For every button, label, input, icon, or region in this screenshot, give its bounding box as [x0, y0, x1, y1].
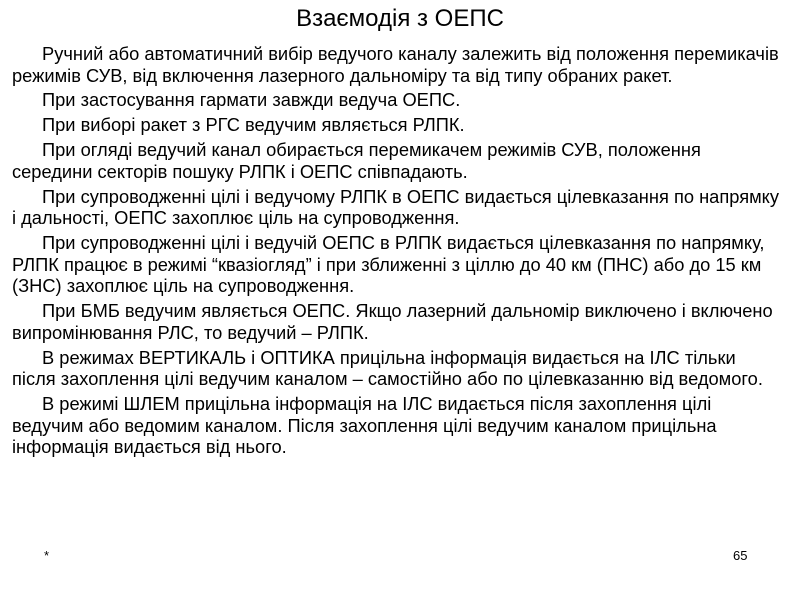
body-paragraph: При застосування гармати завжди ведуча ОЕПС.: [42, 89, 461, 111]
footer-marker: *: [44, 548, 50, 563]
body-paragraph: При виборі ракет з РГС ведучим являється РЛПК.: [42, 114, 465, 136]
body-paragraph: При БМБ ведучим являється ОЕПС. Якщо лазерний дальномір виключено і включено випромінювання РЛС, то ведучий – РЛПК.: [12, 300, 773, 343]
body-paragraph: Ручний або автоматичний вибір ведучого каналу залежить від положення перемикачів режимів СУВ, від включення лазерного дальноміру та від типу обраних ракет.: [12, 43, 779, 86]
slide-title: Взаємодія з ОЕПС: [296, 5, 504, 32]
body-paragraph: При супроводженні цілі і ведучому РЛПК в ОЕПС видається цілевказання по напрямку і дальності, ОЕПС захоплює ціль на супроводження.: [12, 185, 780, 229]
slide-body: [12, 43, 784, 461]
body-paragraph: При огляді ведучий канал обирається перемикачем режимів СУВ, положення середини секторів пошуку РЛПК і ОЕПС співпадають.: [12, 139, 701, 182]
page-number: 65: [733, 548, 748, 563]
body-paragraph: При супроводженні цілі і ведучій ОЕПС в РЛПК видається цілевказання по напрямку, РЛПК працює в режимі “квазіогляд” і при зближенні з ціллю до 40 км (ПНС) або до 15 км (ЗНС) захоплює ціль на супроводження.: [12, 232, 765, 297]
body-paragraph: В режимі ШЛЕМ прицільна інформація на ІЛС видається після захоплення цілі ведучим або ведомим каналом. Після захоплення цілі ведучим каналом прицільна інформація видається від нього.: [12, 393, 717, 458]
body-paragraph: В режимах ВЕРТИКАЛЬ і ОПТИКА прицільна інформація видається на ІЛС тільки після захоплення цілі ведучим каналом – самостійно або по цілевказанню від ведомого.: [12, 346, 763, 390]
